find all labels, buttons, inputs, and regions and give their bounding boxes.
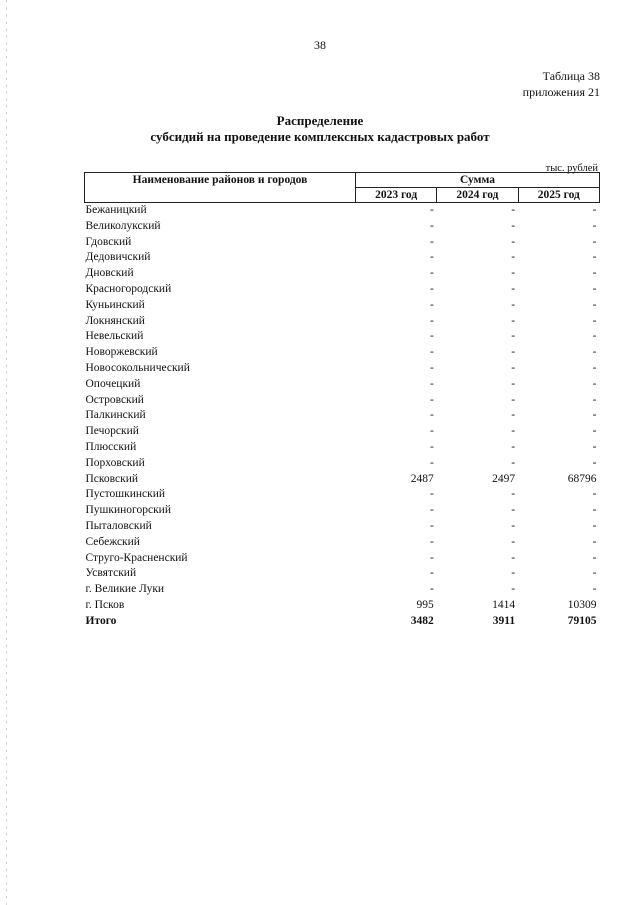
value-2024: - [511,282,516,295]
value-2024: - [511,330,516,343]
table-row [85,487,600,503]
district-name: Опочецкий [85,377,141,390]
units-label: тыс. рублей [545,163,598,174]
value-2024: - [511,456,516,469]
table-row [85,266,600,282]
district-name: Дновский [85,267,134,280]
value-2025: - [592,235,597,248]
value-2024: - [511,314,516,327]
table-row [85,393,600,409]
header-name: Наименование районов и городов [85,173,356,203]
table-row [85,519,600,535]
value-2024: - [511,535,516,548]
value-2025: - [592,298,597,311]
table-row [85,314,600,330]
district-name: Пустошкинский [85,488,166,501]
value-2023: - [429,440,434,453]
district-name: Красногородский [85,282,172,295]
value-2025: 10309 [567,598,597,611]
value-2025: - [592,393,597,406]
value-2025: - [592,409,597,422]
district-name: Палкинский [85,409,146,422]
value-2023: - [429,504,434,517]
district-name: Пушкиногорский [85,504,171,517]
value-2025: - [592,567,597,580]
table-row [85,361,600,377]
value-2023: - [429,235,434,248]
total-row [85,614,600,630]
value-2024: - [511,425,516,438]
table-body [85,203,600,630]
district-name: Бежаницкий [85,204,147,216]
value-2025: - [592,377,597,390]
value-2023: - [429,298,434,311]
table-row [85,235,600,251]
value-2025: - [592,504,597,517]
title-line-1: Распределение [276,113,364,128]
value-2023: - [429,456,434,469]
district-name: Псковский [85,472,139,485]
value-2024: - [511,361,516,374]
district-name: Великолукский [85,219,161,232]
header-year-2023: 2023 год [355,188,436,203]
table-row [85,329,600,345]
district-name: Дедовичский [85,251,151,264]
value-2023: - [429,519,434,532]
total-label: Итого [85,614,117,627]
value-2023: - [429,361,434,374]
value-2025: - [592,204,597,216]
value-2024: - [511,251,516,264]
table-row [85,456,600,472]
table-row [85,535,600,551]
table-row [85,408,600,424]
value-2025: - [592,330,597,343]
value-2023: - [429,425,434,438]
value-2024: - [511,551,516,564]
appendix-number: приложения 21 [522,85,600,99]
table-row [85,551,600,567]
value-2023: - [429,583,434,596]
value-2025: - [592,456,597,469]
header-year-2025: 2025 год [518,188,599,203]
total-2024: 3911 [492,614,516,627]
total-2023: 3482 [410,614,434,627]
table-row [85,377,600,393]
value-2024: - [511,583,516,596]
district-name: Усвятский [85,567,137,580]
value-2024: 1414 [492,598,516,611]
table-row [85,250,600,266]
table-row [85,472,600,488]
value-2025: - [592,535,597,548]
value-2024: - [511,298,516,311]
value-2023: - [429,377,434,390]
value-2025: - [592,583,597,596]
district-name: Плюсский [85,440,137,453]
value-2023: - [429,267,434,280]
document-title [0,113,640,145]
page-number: 38 [314,38,326,52]
table-row [85,440,600,456]
value-2025: - [592,425,597,438]
district-name: Себежский [85,535,140,548]
table-row [85,598,600,614]
value-2023: - [429,551,434,564]
value-2024: - [511,440,516,453]
district-name: Новосокольнический [85,361,190,374]
value-2025: - [592,282,597,295]
table-row [85,503,600,519]
district-name: Новоржевский [85,346,158,359]
value-2023: - [429,535,434,548]
value-2024: - [511,219,516,232]
value-2024: 2497 [492,472,516,485]
value-2024: - [511,346,516,359]
value-2024: - [511,519,516,532]
district-name: Островский [85,393,144,406]
value-2025: - [592,361,597,374]
district-name: Локнянский [85,314,145,327]
table-row [85,282,600,298]
value-2024: - [511,488,516,501]
district-name: Гдовский [85,235,132,248]
value-2023: 995 [416,598,434,611]
value-2024: - [511,267,516,280]
value-2025: - [592,440,597,453]
table-row [85,424,600,440]
district-name: Порховский [85,456,145,469]
value-2023: - [429,488,434,501]
district-name: г. Псков [85,598,125,611]
table-row [85,219,600,235]
value-2024: - [511,377,516,390]
table-row [85,582,600,598]
district-name: Струго-Красненский [85,551,188,564]
total-2025: 79105 [567,614,597,627]
value-2025: - [592,219,597,232]
value-2025: - [592,551,597,564]
value-2024: - [511,504,516,517]
value-2023: - [429,314,434,327]
district-name: Пыталовский [85,519,152,532]
table-number: Таблица 38 [542,69,600,83]
value-2023: - [429,567,434,580]
value-2023: - [429,282,434,295]
value-2024: - [511,393,516,406]
district-name: Куньинский [85,298,145,311]
value-2023: - [429,219,434,232]
district-name: г. Великие Луки [85,583,165,596]
header-year-2024: 2024 год [437,188,518,203]
table-row [85,345,600,361]
value-2025: - [592,251,597,264]
value-2024: - [511,235,516,248]
table-row [85,298,600,314]
value-2025: - [592,488,597,501]
value-2023: - [429,251,434,264]
value-2024: - [511,204,516,216]
value-2024: - [511,409,516,422]
district-name: Невельский [85,330,144,343]
value-2025: - [592,267,597,280]
value-2025: 68796 [567,472,597,485]
table-row [85,203,600,219]
subsidy-table [84,172,600,630]
header-sum: Сумма [355,173,599,188]
value-2025: - [592,346,597,359]
value-2023: - [429,393,434,406]
appendix-reference [523,68,600,100]
value-2025: - [592,519,597,532]
value-2025: - [592,314,597,327]
district-name: Печорский [85,425,139,438]
value-2023: 2487 [410,472,434,485]
table-row [85,566,600,582]
value-2023: - [429,330,434,343]
value-2023: - [429,409,434,422]
value-2023: - [429,204,434,216]
title-line-2: субсидий на проведение комплексных кадастровых работ [150,129,490,144]
value-2023: - [429,346,434,359]
value-2024: - [511,567,516,580]
